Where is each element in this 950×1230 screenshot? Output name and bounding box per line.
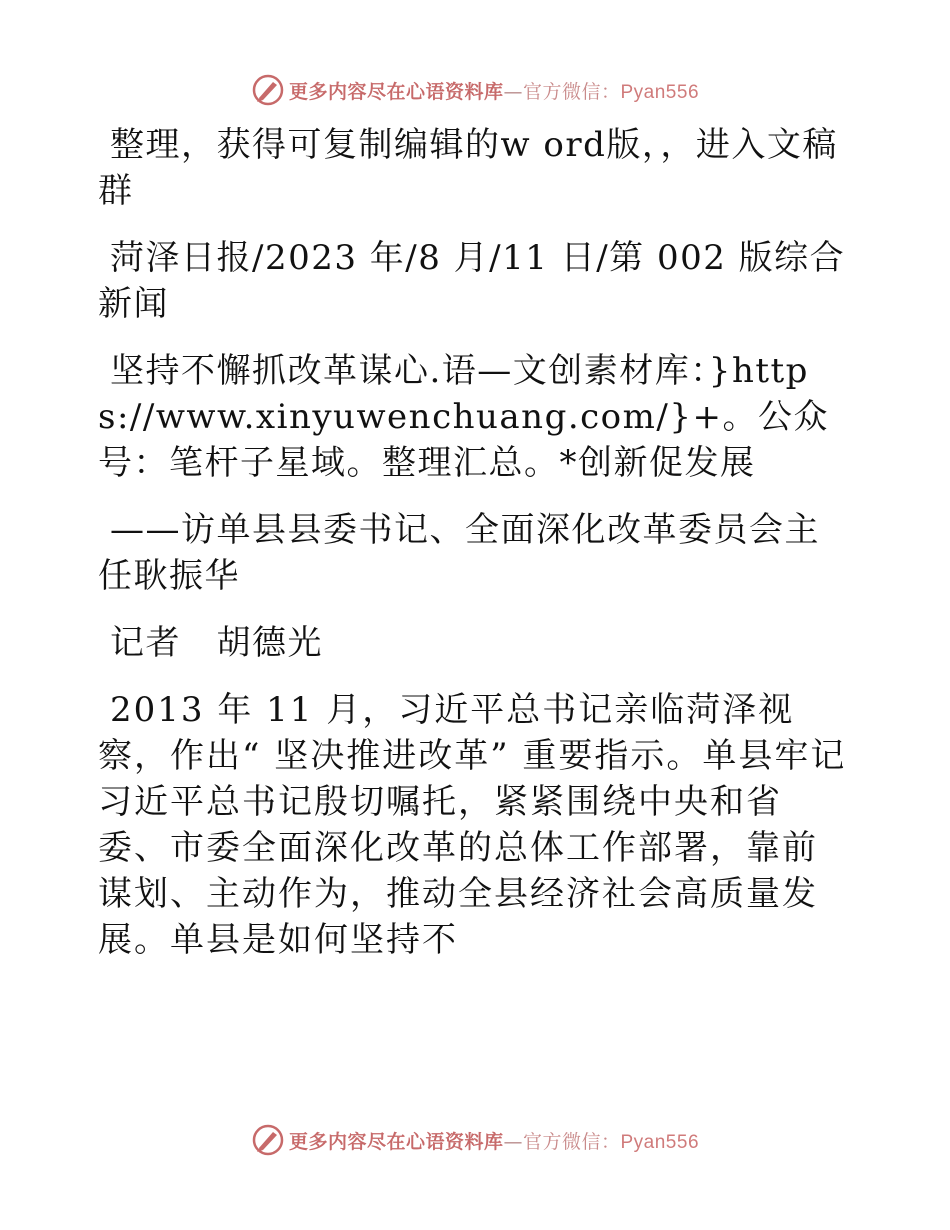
banner-text (289, 77, 699, 104)
document-paragraph: 菏泽日报/2023 年/8 月/11 日/第 002 版综合新闻 (98, 238, 846, 324)
banner-wechat-handle: Pyan556 (620, 1131, 700, 1153)
footer-banner (0, 1120, 950, 1160)
banner-title: 更多内容尽在心语资料库 (288, 1130, 504, 1153)
banner-wechat-label: 官方微信： (522, 1130, 621, 1153)
banner-separator: — (503, 80, 523, 103)
quill-pen-logo-icon (251, 73, 285, 107)
quill-pen-logo-icon (251, 1123, 285, 1157)
document-paragraph: 坚持不懈抓改革谋心.语—文创素材库：}https://www.xinyuwenchuang.com/}+。公众号：笔杆子星域。整理汇总。*创新促发展 (98, 351, 829, 483)
banner-wechat-handle: Pyan556 (620, 81, 700, 103)
document-paragraph: 记者 胡德光 (110, 623, 323, 663)
header-banner (0, 70, 950, 110)
banner-text (289, 1127, 699, 1154)
document-paragraph: 2013 年 11 月，习近平总书记亲临菏泽视察，作出“ 坚决推进改革” 重要指示。单县牢记习近平总书记殷切嘱托，紧紧围绕中央和省委、市委全面深化改革的总体工作部署，靠前谋划、主动作为，推动全县经济社会高质量发展。单县是如何坚持不 (98, 690, 847, 960)
document-paragraph: 整理，获得可复制编辑的w ord版，，进入文稿群 (98, 125, 838, 211)
banner-wechat-label: 官方微信： (522, 80, 621, 103)
document-paragraph: ——访单县县委书记、全面深化改革委员会主任耿振华 (98, 510, 820, 596)
banner-title: 更多内容尽在心语资料库 (288, 80, 504, 103)
banner-separator: — (503, 1130, 523, 1153)
document-body (98, 122, 850, 984)
